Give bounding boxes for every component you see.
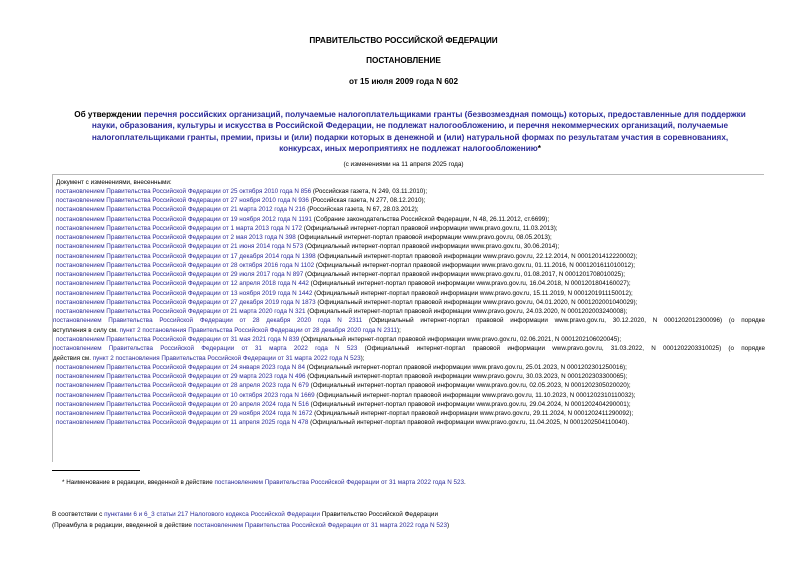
change-link[interactable]: постановлением Правительства Российской Федерации от 27 ноября 2010 года N 936	[56, 197, 309, 205]
change-cont-end: );	[397, 326, 401, 334]
change-link[interactable]: постановлением Правительства Российской Федерации от 21 марта 2020 года N 321	[56, 308, 306, 316]
change-source: (Официальный интернет-портал правовой информации www.pravo.gov.ru, 24.03.2020, N 0001202003240008);	[305, 308, 628, 316]
change-item	[53, 400, 765, 409]
change-item	[53, 233, 765, 242]
title-link-line-2[interactable]: науки, образования, культуры и искусства в Российской Федерации, не подлежат налогообложению, и перечня некоммерческих организаций, получаемые	[91, 121, 729, 131]
change-source: (Официальный интернет-портал правовой информации www.pravo.gov.ru, 08.05.2013);	[295, 234, 552, 242]
footnote-text: * Наименование в редакции, введенной в действие	[62, 479, 215, 486]
footnote-end: .	[464, 479, 466, 486]
change-item-2311	[53, 316, 765, 325]
change-source: (Официальный интернет-портал правовой информации www.pravo.gov.ru, 01.11.2016, N 0001201611010012);	[314, 261, 635, 269]
change-item	[53, 289, 765, 298]
change-item	[53, 381, 765, 390]
footnote-separator	[52, 470, 140, 471]
change-cont-text: вступления в силу см.	[53, 326, 120, 334]
change-link[interactable]: постановлением Правительства Российской Федерации от 24 января 2023 года N 84	[56, 363, 306, 371]
title-link-line-4[interactable]: конкурсах, иных мероприятиях не подлежат налогообложению	[279, 143, 538, 153]
change-link[interactable]: постановлением Правительства Российской Федерации от 1 марта 2013 года N 172	[56, 224, 303, 232]
change-source: (Российская газета, N 277, 08.12.2010);	[308, 197, 426, 205]
changes-note: (с изменениями на 11 апреля 2025 года)	[343, 161, 464, 168]
changes-intro: Документ с изменениями, внесенными:	[56, 178, 172, 186]
change-item	[53, 307, 765, 316]
preamble-main	[52, 509, 449, 520]
change-item	[53, 196, 765, 205]
change-link[interactable]: постановлением Правительства Российской Федерации от 11 апреля 2025 года N 478	[56, 419, 309, 427]
change-link[interactable]: постановлением Правительства Российской Федерации от 21 марта 2012 года N 216	[56, 206, 306, 214]
change-link[interactable]: постановлением Правительства Российской Федерации от 29 июля 2017 года N 897	[56, 271, 304, 279]
change-link[interactable]: постановлением Правительства Российской Федерации от 29 ноября 2024 года N 1672	[56, 410, 313, 418]
edition-link[interactable]: постановлением Правительства Российской Федерации от 31 марта 2022 года N 523	[193, 522, 448, 529]
government-name: ПРАВИТЕЛЬСТВО РОССИЙСКОЙ ФЕДЕРАЦИИ	[309, 36, 498, 45]
footnote-link[interactable]: постановлением Правительства Российской Федерации от 31 марта 2022 года N 523	[214, 479, 465, 486]
change-item	[53, 298, 765, 307]
tax-code-link[interactable]: пунктами 6 и 6_3 статьи 217 Налогового кодекса Российской Федерации	[104, 511, 321, 518]
change-item-523-continued	[53, 354, 765, 363]
change-link[interactable]: постановлением Правительства Российской Федерации от 31 мая 2021 года N 839	[56, 336, 300, 344]
change-source: (Официальный интернет-портал правовой информации www.pravo.gov.ru, 31.03.2022, N 0001202203310025) (о порядке	[357, 345, 765, 353]
change-link[interactable]: постановлением Правительства Российской Федерации от 17 декабря 2014 года N 1398	[56, 252, 316, 260]
document-title	[60, 109, 760, 154]
change-source: (Официальный интернет-портал правовой информации www.pravo.gov.ru, 11.10.2023, N 0001202310110032);	[314, 391, 636, 399]
edition-end: )	[447, 522, 450, 529]
change-source: (Официальный интернет-портал правовой информации www.pravo.gov.ru, 25.01.2023, N 0001202301250016);	[305, 363, 627, 371]
change-item	[53, 261, 765, 270]
change-cont-end: );	[360, 354, 365, 362]
change-source: (Официальный интернет-портал правовой информации www.pravo.gov.ru, 02.05.2023, N 0001202305020020);	[308, 382, 631, 390]
change-source: (Официальный интернет-портал правовой информации www.pravo.gov.ru, 15.11.2019, N 0001201911150012);	[312, 289, 633, 297]
change-cont-text: действия см.	[53, 354, 93, 362]
change-link[interactable]: постановлением Правительства Российской Федерации от 28 апреля 2023 года N 679	[56, 382, 309, 390]
change-link[interactable]: постановлением Правительства Российской Федерации от 2 мая 2013 года N 398	[56, 234, 296, 242]
change-source: (Официальный интернет-портал правовой информации www.pravo.gov.ru, 04.01.2020, N 0001202001040029);	[315, 298, 638, 306]
preamble	[52, 509, 449, 531]
document-type: ПОСТАНОВЛЕНИЕ	[366, 56, 441, 65]
change-link[interactable]: постановлением Правительства Российской Федерации от 19 ноября 2012 года N 1191	[56, 215, 312, 223]
change-source: (Официальный интернет-портал правовой информации www.pravo.gov.ru, 01.08.2017, N 0001201708010025);	[303, 271, 626, 279]
change-source: (Официальный интернет-портал правовой информации www.pravo.gov.ru, 29.04.2024, N 0001202404290001);	[308, 400, 631, 408]
preamble-edition-note	[52, 520, 449, 531]
change-source: (Официальный интернет-портал правовой информации www.pravo.gov.ru, 11.04.2025, N 0001202504110040).	[308, 419, 630, 427]
change-link[interactable]: постановлением Правительства Российской Федерации от 25 октября 2010 года N 856	[56, 187, 312, 195]
change-item-523	[53, 344, 765, 353]
change-source: (Официальный интернет-портал правовой информации www.pravo.gov.ru, 11.03.2013);	[302, 224, 558, 232]
changes-list	[53, 178, 765, 428]
change-item	[53, 205, 765, 214]
change-link[interactable]: постановлением Правительства Российской Федерации от 31 марта 2022 года N 523	[53, 345, 358, 353]
change-item	[53, 215, 765, 224]
change-source: (Официальный интернет-портал правовой информации www.pravo.gov.ru, 30.06.2014);	[303, 243, 560, 251]
preamble-text: В соответствии с	[52, 511, 105, 518]
change-item	[53, 252, 765, 261]
change-link[interactable]: постановлением Правительства Российской Федерации от 10 октября 2023 года N 1669	[56, 391, 315, 399]
change-link[interactable]: постановлением Правительства Российской Федерации от 27 декабря 2019 года N 1873	[56, 298, 316, 306]
change-link[interactable]: постановлением Правительства Российской Федерации от 21 июня 2014 года N 573	[56, 243, 304, 251]
title-prefix: Об утверждении	[74, 110, 142, 119]
change-link[interactable]: постановлением Правительства Российской Федерации от 29 марта 2023 года N 496	[56, 373, 306, 381]
change-source: (Официальный интернет-портал правовой информации www.pravo.gov.ru, 02.06.2021, N 0001202106020045);	[299, 336, 622, 344]
change-item	[53, 279, 765, 288]
change-source: (Собрание законодательства Российской Федерации, N 48, 26.11.2012, ст.6699);	[311, 215, 550, 223]
footnote	[62, 479, 466, 487]
change-source: (Российская газета, N 249, 03.11.2010);	[311, 187, 428, 195]
change-source: (Официальный интернет-портал правовой информации www.pravo.gov.ru, 22.12.2014, N 0001201412220002);	[315, 252, 638, 260]
change-item	[53, 270, 765, 279]
change-item	[53, 224, 765, 233]
change-cont-link[interactable]: пункт 2 постановления Правительства Российской Федерации от 31 марта 2022 года N 523	[92, 354, 361, 362]
edition-text: (Преамбула в редакции, введенной в действие	[52, 522, 194, 529]
title-link-line-1[interactable]: перечня российских организаций, получаемые налогоплательщиками гранты (безвозмездная помощь) которых, предоставленные для поддержки	[143, 110, 746, 119]
change-source: (Официальный интернет-портал правовой информации www.pravo.gov.ru, 30.12.2020, N 0001202012300096) (о порядке	[362, 317, 765, 325]
change-item-2311-continued	[53, 326, 765, 335]
document-date-number: от 15 июля 2009 года N 602	[348, 77, 459, 86]
change-item	[53, 418, 765, 427]
change-source: (Официальный интернет-портал правовой информации www.pravo.gov.ru, 29.11.2024, N 0001202411290092);	[312, 410, 634, 418]
title-asterisk: *	[537, 143, 541, 153]
change-item	[53, 187, 765, 196]
change-item	[53, 363, 765, 372]
change-link[interactable]: постановлением Правительства Российской Федерации от 28 декабря 2020 года N 2311	[53, 317, 363, 325]
change-item-839	[53, 335, 765, 344]
title-link-line-3[interactable]: налогоплательщиками гранты, премии, призы и (или) подарки которых в денежной и (или) натуральной формах по результатам участия в соревнованиях,	[91, 132, 729, 142]
change-item	[53, 372, 765, 381]
change-source: (Официальный интернет-портал правовой информации www.pravo.gov.ru, 16.04.2018, N 0001201804160027);	[308, 280, 631, 288]
change-link[interactable]: постановлением Правительства Российской Федерации от 13 ноября 2019 года N 1442	[56, 289, 313, 297]
preamble-end: Правительство Российской Федерации	[320, 511, 439, 518]
change-cont-link[interactable]: пункт 2 постановления Правительства Российской Федерации от 28 декабря 2020 года N 2311	[119, 326, 398, 334]
change-source: (Российская газета, N 67, 28.03.2012);	[305, 206, 419, 214]
change-source: (Официальный интернет-портал правовой информации www.pravo.gov.ru, 30.03.2023, N 0001202303300065);	[305, 373, 628, 381]
change-item	[53, 391, 765, 400]
change-link[interactable]: постановлением Правительства Российской Федерации от 28 октября 2016 года N 1102	[56, 261, 315, 269]
change-item	[53, 409, 765, 418]
change-link[interactable]: постановлением Правительства Российской Федерации от 12 апреля 2018 года N 442	[56, 280, 309, 288]
change-link[interactable]: постановлением Правительства Российской Федерации от 20 апреля 2024 года N 516	[56, 400, 309, 408]
change-item	[53, 242, 765, 251]
